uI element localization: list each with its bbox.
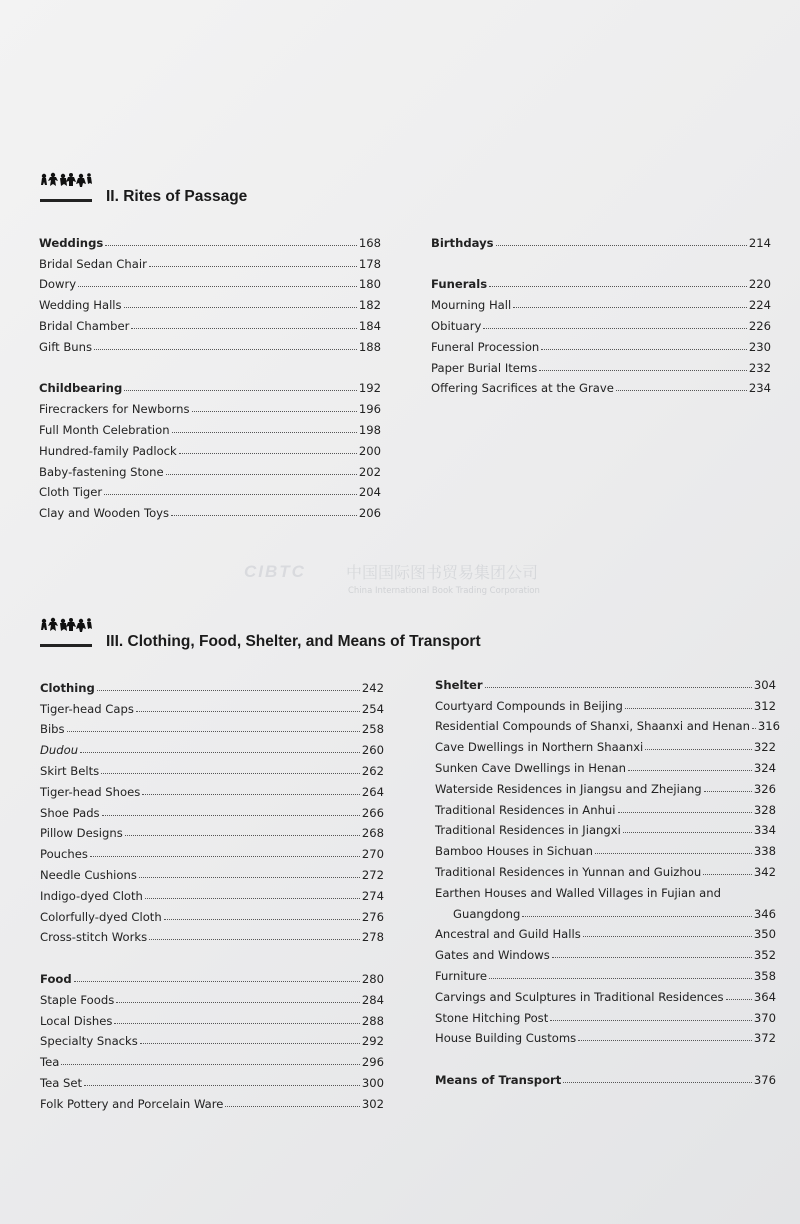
dot-leader [90,856,360,857]
toc-page-number: 196 [358,402,381,417]
toc-entry [39,271,381,292]
toc-entry [39,416,381,437]
toc-entry-title: Firecrackers for Newborns [39,402,190,417]
toc-entry [435,941,776,962]
toc-entry-title: Food [40,971,72,986]
toc-entry [431,354,771,375]
toc-page-number: 288 [361,1013,384,1028]
toc-entry [435,858,776,879]
toc-entry [431,291,771,312]
toc-entry-title: Paper Burial Items [431,360,538,375]
dot-leader [225,1106,359,1107]
section-rule [40,644,92,647]
toc-page-number: 338 [753,844,776,859]
toc-page-number: 324 [753,760,776,775]
watermark-logo: CIBTC [244,562,306,581]
dot-leader [94,349,357,350]
toc-column-clothing-left [40,674,384,1111]
toc-column-clothing-right [435,671,781,1087]
toc-entry-title: Bridal Sedan Chair [39,256,147,271]
toc-page-number: 188 [358,339,381,354]
toc-entry-title: Earthen Houses and Walled Villages in Fujian and [435,885,721,900]
toc-entry-title: Clothing [40,680,95,695]
toc-page-number: 230 [748,339,771,354]
toc-entry-title: Stone Hitching Post [435,1010,549,1025]
dot-leader [105,245,357,246]
toc-entry-title: Gates and Windows [435,948,550,963]
toc-entry [40,1028,384,1049]
dot-leader [171,515,357,516]
toc-page-number: 322 [753,740,776,755]
toc-entry-title: Full Month Celebration [39,422,170,437]
toc-page-number: 254 [361,701,384,716]
dot-leader [623,832,752,833]
dot-leader [166,474,357,475]
toc-entry-title: Wedding Halls [39,298,122,313]
toc-page-number: 224 [748,298,771,313]
publisher-watermark [244,560,564,600]
toc-entry [40,882,384,903]
toc-entry [40,695,384,716]
dot-leader [124,307,357,308]
toc-entry-title: Baby-fastening Stone [39,464,164,479]
toc-entry [435,733,776,754]
toc-entry-title: Cross-stitch Works [40,930,148,945]
dot-leader [142,794,360,795]
toc-entry [39,395,381,416]
toc-entry-title: Weddings [39,235,104,250]
toc-page-number: 302 [361,1096,384,1111]
dot-leader [704,791,752,792]
dot-leader [80,752,360,753]
toc-entry-title: Folk Pottery and Porcelain Ware [40,1096,224,1111]
toc-entry [39,499,381,520]
toc-entry-title: Cloth Tiger [39,485,103,500]
dot-leader [101,773,360,774]
toc-entry-title: Shoe Pads [40,805,100,820]
toc-entry [40,1069,384,1090]
dot-leader [625,708,752,709]
toc-page-number: 168 [358,235,381,250]
toc-entry-title: Offering Sacrifices at the Grave [431,381,614,396]
toc-entry [435,1025,776,1046]
toc-page-number: 376 [753,1072,776,1087]
dot-leader [726,999,752,1000]
toc-page-number: 372 [753,1031,776,1046]
folk-figures-icon [40,172,92,190]
toc-entry-title: Mourning Hall [431,298,512,313]
toc-entry [431,375,771,396]
dot-leader [124,390,357,391]
toc-entry [435,837,776,858]
toc-entry-title: Bridal Chamber [39,318,130,333]
dot-leader [139,877,360,878]
dot-leader [489,286,747,287]
section-title: II. Rites of Passage [106,188,248,205]
toc-entry [40,736,384,757]
toc-page-number: 276 [361,909,384,924]
toc-entry-title: Waterside Residences in Jiangsu and Zhejiang [435,781,702,796]
toc-entry [40,1090,384,1111]
toc-entry [39,458,381,479]
toc-entry [435,921,776,942]
toc-page-number: 350 [753,927,776,942]
dot-leader [116,1002,360,1003]
toc-entry-title: Traditional Residences in Anhui [435,802,616,817]
toc-entry-title: Specialty Snacks [40,1034,138,1049]
toc-entry-title: Bamboo Houses in Sichuan [435,844,593,859]
toc-page-number: 260 [361,743,384,758]
dot-leader [628,770,752,771]
toc-column-rites-left [39,229,381,520]
toc-page-number: 364 [753,989,776,1004]
toc-page-number: 180 [358,277,381,292]
toc-entry-title: Pillow Designs [40,826,123,841]
toc-page-number: 312 [753,698,776,713]
toc-page-number: 296 [361,1055,384,1070]
section-title: III. Clothing, Food, Shelter, and Means of Transport [106,633,481,650]
toc-page-number: 182 [358,298,381,313]
toc-page-number: 264 [361,784,384,799]
toc-column-rites-right [431,229,771,395]
toc-entry-title: Dudou [40,743,79,758]
toc-entry [431,333,771,354]
toc-entry [40,986,384,1007]
toc-page-number: 266 [361,805,384,820]
section-rule [40,199,92,202]
dot-leader [583,936,752,937]
toc-spacer [40,944,384,965]
dot-leader [67,731,360,732]
dot-leader [192,411,357,412]
toc-entry-title: House Building Customs [435,1031,577,1046]
toc-entry-title: Funeral Procession [431,339,540,354]
toc-entry-title: Tiger-head Shoes [40,784,141,799]
toc-entry [40,799,384,820]
toc-entry [40,924,384,945]
toc-entry [435,754,776,775]
toc-entry-title: Guangdong [453,906,521,921]
toc-entry-title: Sunken Cave Dwellings in Henan [435,760,626,775]
dot-leader [145,898,360,899]
dot-leader [513,307,747,308]
dot-leader [149,266,357,267]
dot-leader [578,1040,752,1041]
toc-page-number: 370 [753,1010,776,1025]
dot-leader [616,390,747,391]
toc-category [435,1066,776,1087]
toc-entry [435,879,776,900]
toc-page-number: 316 [757,719,781,734]
toc-page-number: 270 [361,847,384,862]
toc-entry-title: Colorfully-dyed Cloth [40,909,162,924]
toc-entry-title: Ancestral and Guild Halls [435,927,581,942]
dot-leader [552,957,752,958]
toc-entry [431,312,771,333]
toc-entry-title: Funerals [431,277,488,292]
dot-leader [114,1023,359,1024]
dot-leader [595,853,752,854]
toc-spacer [431,250,771,271]
toc-page-number: 204 [358,485,381,500]
dot-leader [172,432,357,433]
toc-entry [435,796,776,817]
toc-page-number: 278 [361,930,384,945]
dot-leader [125,835,360,836]
toc-page-number: 214 [748,235,771,250]
dot-leader [485,687,752,688]
toc-entry-title: Shelter [435,677,483,692]
dot-leader [539,370,747,371]
toc-entry [39,312,381,333]
toc-entry-title: Obituary [431,318,482,333]
dot-leader [61,1064,360,1065]
toc-entry-title: Indigo-dyed Cloth [40,888,143,903]
toc-entry-title: Courtyard Compounds in Beijing [435,698,623,713]
toc-entry-title: Hundred-family Padlock [39,443,177,458]
toc-page-number: 262 [361,763,384,778]
toc-page-number: 178 [358,256,381,271]
toc-entry [39,333,381,354]
toc-category [40,965,384,986]
dot-leader [179,453,357,454]
dot-leader [164,919,360,920]
toc-entry [40,716,384,737]
dot-leader [140,1043,360,1044]
toc-spacer [435,1045,776,1066]
dot-leader [703,874,752,875]
folk-figures-icon [40,617,92,635]
toc-page-number: 346 [753,906,776,921]
dot-leader [752,728,756,729]
toc-page-number: 272 [361,867,384,882]
toc-page-number: 226 [748,318,771,333]
dot-leader [645,749,752,750]
toc-entry-title: Pouches [40,847,88,862]
dot-leader [563,1082,752,1083]
toc-entry [435,692,776,713]
dot-leader [74,981,360,982]
toc-entry-title: Local Dishes [40,1013,113,1028]
toc-entry-title: Traditional Residences in Yunnan and Guizhou [435,864,702,879]
dot-leader [149,939,360,940]
dot-leader [97,690,360,691]
toc-entry [40,778,384,799]
toc-entry-title: Carvings and Sculptures in Traditional Residences [435,989,724,1004]
toc-entry [435,983,776,1004]
toc-entry [40,903,384,924]
dot-leader [84,1085,360,1086]
toc-entry [40,1048,384,1069]
toc-page-number: 326 [753,781,776,796]
toc-entry-title: Birthdays [431,235,494,250]
dot-leader [522,916,752,917]
toc-entry-title: Childbearing [39,381,123,396]
toc-entry-title: Furniture [435,968,488,983]
toc-page-number: 234 [748,381,771,396]
toc-entry-title: Clay and Wooden Toys [39,506,170,521]
toc-page-number: 280 [361,971,384,986]
section-header-clothing [40,617,481,650]
toc-page-number: 258 [361,722,384,737]
dot-leader [618,812,752,813]
toc-page-number: 300 [361,1075,384,1090]
toc-entry-title: Bibs [40,722,65,737]
toc-entry-title: Staple Foods [40,992,115,1007]
dot-leader [489,978,752,979]
toc-entry [40,840,384,861]
toc-entry-title: Gift Buns [39,339,93,354]
toc-page-number: 202 [358,464,381,479]
toc-entry-title: Skirt Belts [40,763,100,778]
toc-page-number: 352 [753,948,776,963]
toc-page-number: 198 [358,422,381,437]
toc-entry [435,900,776,921]
toc-entry [435,1004,776,1025]
toc-page-number: 184 [358,318,381,333]
toc-page-number: 268 [361,826,384,841]
toc-category [39,229,381,250]
toc-category [431,229,771,250]
toc-entry [435,713,781,734]
toc-entry-title: Tiger-head Caps [40,701,134,716]
toc-entry [40,1007,384,1028]
toc-page-number: 206 [358,506,381,521]
toc-entry-title: Dowry [39,277,77,292]
dot-leader [78,286,357,287]
toc-entry [435,775,776,796]
toc-entry-title: Means of Transport [435,1072,562,1087]
toc-page-number: 284 [361,992,384,1007]
toc-page-number: 200 [358,443,381,458]
toc-entry [40,820,384,841]
dot-leader [104,494,357,495]
toc-page-number: 334 [753,823,776,838]
toc-page-number: 342 [753,864,776,879]
toc-entry [435,962,776,983]
toc-category [39,375,381,396]
toc-page-number: 304 [753,677,776,692]
toc-page-number: 220 [748,277,771,292]
watermark-english: China International Book Trading Corporation [348,586,540,596]
toc-entry [39,291,381,312]
toc-category [435,671,776,692]
dot-leader [102,815,360,816]
dot-leader [496,245,747,246]
toc-entry-title: Cave Dwellings in Northern Shaanxi [435,740,644,755]
toc-spacer [39,354,381,375]
toc-page-number: 242 [361,680,384,695]
toc-page-number: 274 [361,888,384,903]
toc-entry [39,250,381,271]
section-header-rites [40,172,248,205]
toc-entry [40,757,384,778]
watermark-chinese: 中国国际图书贸易集团公司 [346,563,539,582]
toc-entry [435,817,776,838]
toc-entry [40,861,384,882]
toc-entry [39,437,381,458]
toc-page-number: 358 [753,968,776,983]
toc-entry-title: Needle Cushions [40,867,137,882]
dot-leader [541,349,747,350]
toc-entry-title: Tea Set [40,1075,83,1090]
toc-entry-title: Residential Compounds of Shanxi, Shaanxi and Henan [435,719,750,734]
toc-page-number: 232 [748,360,771,375]
toc-page-number: 328 [753,802,776,817]
toc-category [431,271,771,292]
dot-leader [483,328,747,329]
toc-page-number: 292 [361,1034,384,1049]
dot-leader [131,328,356,329]
toc-entry-title: Tea [40,1055,60,1070]
dot-leader [136,711,360,712]
toc-entry [39,479,381,500]
toc-category [40,674,384,695]
toc-entry-title: Traditional Residences in Jiangxi [435,823,621,838]
dot-leader [550,1020,752,1021]
toc-page-number: 192 [358,381,381,396]
